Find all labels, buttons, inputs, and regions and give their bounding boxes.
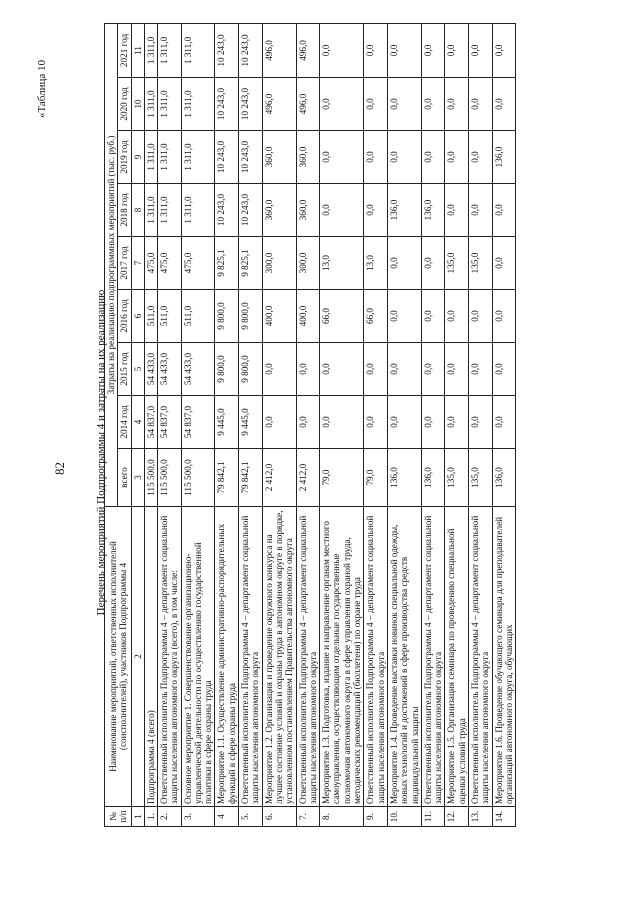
column-index: 5 [131,343,144,396]
cell-total: 115 500,0 [144,449,157,507]
cell-year-value: 0,0 [468,131,492,184]
header-name: Наименование мероприятий, ответственных исполнителей (соисполнителей), участников Подпрограммы 4 [105,507,132,807]
cell-total: 136,0 [421,449,445,507]
row-number: 5. [239,807,263,827]
cell-year-value: 1 311,0 [157,131,181,184]
column-index: 4 [131,396,144,449]
cell-year-value: 0,0 [492,290,516,343]
cell-year-value: 0,0 [262,396,296,449]
header-year: 2015 год [118,343,131,396]
header-year: 2020 год [118,78,131,131]
cell-year-value: 54 433,0 [181,343,215,396]
cell-year-value: 9 800,0 [215,343,239,396]
cell-year-value: 0,0 [492,78,516,131]
cell-year-value: 0,0 [421,237,445,290]
cell-year-value: 0,0 [468,396,492,449]
table-row [468,23,492,826]
row-number: 8. [320,807,364,827]
table-row [296,23,320,826]
cell-year-value: 9 445,0 [215,396,239,449]
header-year: 2017 год [118,237,131,290]
cell-year-value: 496,0 [296,23,320,77]
cell-year-value: 0,0 [421,23,445,77]
cell-year-value: 0,0 [492,184,516,237]
cell-total: 135,0 [468,449,492,507]
cell-year-value: 0,0 [320,184,364,237]
header-year: 2018 год [118,184,131,237]
table-row [215,23,239,826]
cell-year-value: 0,0 [296,343,320,396]
column-index: 9 [131,131,144,184]
row-name: Ответственный исполнитель Подпрограммы 4 – департамент социальной защиты населения автономного округа [421,507,445,807]
cell-year-value: 360,0 [296,184,320,237]
row-name: Мероприятие 1.1. Осуществление административно-распорядительных функций в сфере охраны труда [215,507,239,807]
cell-year-value: 0,0 [320,78,364,131]
cell-year-value: 1 311,0 [181,131,215,184]
cell-year-value: 0,0 [468,290,492,343]
table-caption: Перечень мероприятий Подпрограммы 4 и затраты на их реализацию [95,289,107,616]
cell-total: 2 412,0 [296,449,320,507]
row-name: Мероприятие 1.4. Проведение выставки новинок специальной одежды, новых технологий и достижений в сфере производства средств индивидуальной защиты [387,507,421,807]
cell-year-value: 0,0 [421,396,445,449]
row-number: 10. [387,807,421,827]
cell-year-value: 475,0 [181,237,215,290]
cell-year-value: 10 243,0 [239,184,263,237]
cell-year-value: 9 800,0 [239,343,263,396]
cell-year-value: 13,0 [320,237,364,290]
cell-year-value: 10 243,0 [215,78,239,131]
cell-year-value: 0,0 [445,290,469,343]
header-year: 2019 год [118,131,131,184]
column-index: 6 [131,290,144,343]
cell-year-value: 0,0 [421,290,445,343]
cell-year-value: 1 311,0 [144,184,157,237]
cell-year-value: 496,0 [262,78,296,131]
cell-year-value: 9 445,0 [239,396,263,449]
cell-year-value: 0,0 [364,23,388,77]
cell-year-value: 54 837,0 [144,396,157,449]
cell-total: 2 412,0 [262,449,296,507]
cell-year-value: 511,0 [157,290,181,343]
cell-year-value: 9 800,0 [239,290,263,343]
column-index: 10 [131,78,144,131]
row-number: 4 [215,807,239,827]
cell-year-value: 0,0 [492,237,516,290]
cell-year-value: 1 311,0 [181,23,215,77]
cell-total: 136,0 [387,449,421,507]
cell-year-value: 135,0 [468,237,492,290]
cell-year-value: 0,0 [445,23,469,77]
cell-year-value: 0,0 [468,343,492,396]
cell-year-value: 136,0 [421,184,445,237]
cell-year-value: 0,0 [492,23,516,77]
header-year: 2021 год [118,23,131,77]
table-body [144,23,516,826]
cell-year-value: 0,0 [364,78,388,131]
cell-year-value: 1 311,0 [181,78,215,131]
cell-year-value: 300,0 [296,237,320,290]
costs-table [104,23,516,827]
row-number: 9. [364,807,388,827]
cell-year-value: 0,0 [387,78,421,131]
row-name: Ответственный исполнитель Подпрограммы 4 – департамент социальной защиты населения автономного округа [296,507,320,807]
cell-year-value: 0,0 [468,23,492,77]
header-num: № п/п [105,807,132,827]
cell-year-value: 1 311,0 [157,23,181,77]
row-number: 1. [144,807,157,827]
row-name: Ответственный исполнитель Подпрограммы 4 – департамент социальной защиты населения автономного округа [468,507,492,807]
cell-total: 79 842,1 [215,449,239,507]
row-name: Мероприятие 1.5. Организация семинара по проведению специальной оценки условий труда [445,507,469,807]
row-number: 7. [296,807,320,827]
cell-year-value: 0,0 [492,396,516,449]
cell-year-value: 9 800,0 [215,290,239,343]
header-total: всего [118,449,131,507]
table-row [181,23,215,826]
column-index: 11 [131,23,144,77]
cell-year-value: 496,0 [262,23,296,77]
cell-year-value: 475,0 [157,237,181,290]
row-name: Ответственный исполнитель Подпрограммы 4 – департамент социальной защиты населения автономного округа [239,507,263,807]
column-index: 8 [131,184,144,237]
cell-year-value: 1 311,0 [157,78,181,131]
cell-total: 136,0 [492,449,516,507]
cell-year-value: 0,0 [320,343,364,396]
cell-year-value: 0,0 [387,343,421,396]
column-index: 3 [131,449,144,507]
row-name: Ответственный исполнитель Подпрограммы 4 – департамент социальной защиты населения автономного округа (всего), в том числе: [157,507,181,807]
cell-year-value: 9 825,1 [239,237,263,290]
cell-year-value: 10 243,0 [239,23,263,77]
header-year: 2016 год [118,290,131,343]
table-row [445,23,469,826]
cell-total: 135,0 [445,449,469,507]
cell-year-value: 0,0 [320,131,364,184]
table-row [492,23,516,826]
row-number: 13. [468,807,492,827]
cell-year-value: 10 243,0 [215,184,239,237]
cell-year-value: 0,0 [364,131,388,184]
cell-total: 79 842,1 [239,449,263,507]
cell-year-value: 360,0 [262,131,296,184]
cell-year-value: 66,0 [320,290,364,343]
column-index: 7 [131,237,144,290]
cell-year-value: 54 837,0 [181,396,215,449]
cell-year-value: 136,0 [387,184,421,237]
header-costs-group: Затраты на реализацию подпрограммных мероприятий (тыс. руб.) [105,23,118,506]
cell-year-value: 0,0 [296,396,320,449]
cell-year-value: 1 311,0 [157,184,181,237]
row-number: 11. [421,807,445,827]
cell-year-value: 66,0 [364,290,388,343]
cell-year-value: 400,0 [262,290,296,343]
table-row [421,23,445,826]
row-name: Мероприятие 1.2. Организация и проведение окружного конкурса на лучшее состояние условий и охраны труда в автономном округе в порядке, установленном постановлением Правительства автономного округа [262,507,296,807]
column-index: 2 [131,507,144,807]
cell-year-value: 0,0 [492,343,516,396]
table-row [320,23,364,826]
cell-year-value: 13,0 [364,237,388,290]
row-number: 2. [157,807,181,827]
header-year: 2014 год [118,396,131,449]
cell-year-value: 0,0 [364,396,388,449]
cell-year-value: 10 243,0 [215,23,239,77]
row-name: Мероприятие 1.3. Подготовка, издание и направление органам местного самоуправления, осуществляющим отдельные государственные полномочия автономного округа в сфере управления охраной труда, методических рекомендаций (бюллетеня) по охране труда [320,507,364,807]
cell-year-value: 0,0 [387,396,421,449]
cell-year-value: 0,0 [320,396,364,449]
cell-year-value: 0,0 [445,343,469,396]
row-name: Основное мероприятие 1. Совершенствование организационно-управленческой деятельности по осуществлению государственной политики в сфере охраны труда [181,507,215,807]
row-number: 3. [181,807,215,827]
cell-year-value: 0,0 [421,131,445,184]
table-label: «Таблица 10 [36,60,48,119]
cell-year-value: 511,0 [181,290,215,343]
cell-year-value: 360,0 [262,184,296,237]
cell-year-value: 0,0 [320,23,364,77]
row-name: Подпрограмма 4 (всего) [144,507,157,807]
cell-year-value: 1 311,0 [144,23,157,77]
cell-year-value: 0,0 [445,131,469,184]
cell-year-value: 475,0 [144,237,157,290]
cell-year-value: 135,0 [445,237,469,290]
cell-year-value: 511,0 [144,290,157,343]
cell-year-value: 0,0 [262,343,296,396]
cell-year-value: 10 243,0 [239,131,263,184]
cell-year-value: 0,0 [387,237,421,290]
cell-year-value: 54 837,0 [157,396,181,449]
table-row [144,23,157,826]
cell-year-value: 0,0 [421,343,445,396]
column-index: 1 [131,807,144,827]
cell-year-value: 0,0 [364,343,388,396]
cell-year-value: 9 825,1 [215,237,239,290]
table-row [364,23,388,826]
cell-year-value: 0,0 [364,184,388,237]
cell-year-value: 400,0 [296,290,320,343]
cell-total: 115 500,0 [181,449,215,507]
page-number: 82 [52,462,67,475]
row-number: 12. [445,807,469,827]
cell-year-value: 0,0 [387,23,421,77]
cell-year-value: 54 433,0 [157,343,181,396]
cell-year-value: 0,0 [445,78,469,131]
cell-year-value: 496,0 [296,78,320,131]
cell-year-value: 10 243,0 [215,131,239,184]
cell-total: 79,0 [320,449,364,507]
cell-year-value: 136,0 [492,131,516,184]
table-row [157,23,181,826]
cell-year-value: 1 311,0 [144,78,157,131]
cell-total: 115 500,0 [157,449,181,507]
cell-year-value: 0,0 [387,131,421,184]
table-row [387,23,421,826]
cell-year-value: 0,0 [445,396,469,449]
table-row [262,23,296,826]
row-number: 14. [492,807,516,827]
cell-year-value: 0,0 [445,184,469,237]
cell-total: 79,0 [364,449,388,507]
cell-year-value: 300,0 [262,237,296,290]
cell-year-value: 54 433,0 [144,343,157,396]
cell-year-value: 360,0 [296,131,320,184]
table-row [239,23,263,826]
cell-year-value: 0,0 [421,78,445,131]
row-number: 6. [262,807,296,827]
cell-year-value: 1 311,0 [144,131,157,184]
cell-year-value: 0,0 [387,290,421,343]
row-name: Мероприятие 1.6. Проведение обучающего семинара для преподавателей организаций автономного округа, обучающих [492,507,516,807]
cell-year-value: 0,0 [468,78,492,131]
row-name: Ответственный исполнитель Подпрограммы 4 – департамент социальной защиты населения автономного округа [364,507,388,807]
cell-year-value: 0,0 [468,184,492,237]
cell-year-value: 10 243,0 [239,78,263,131]
cell-year-value: 1 311,0 [181,184,215,237]
